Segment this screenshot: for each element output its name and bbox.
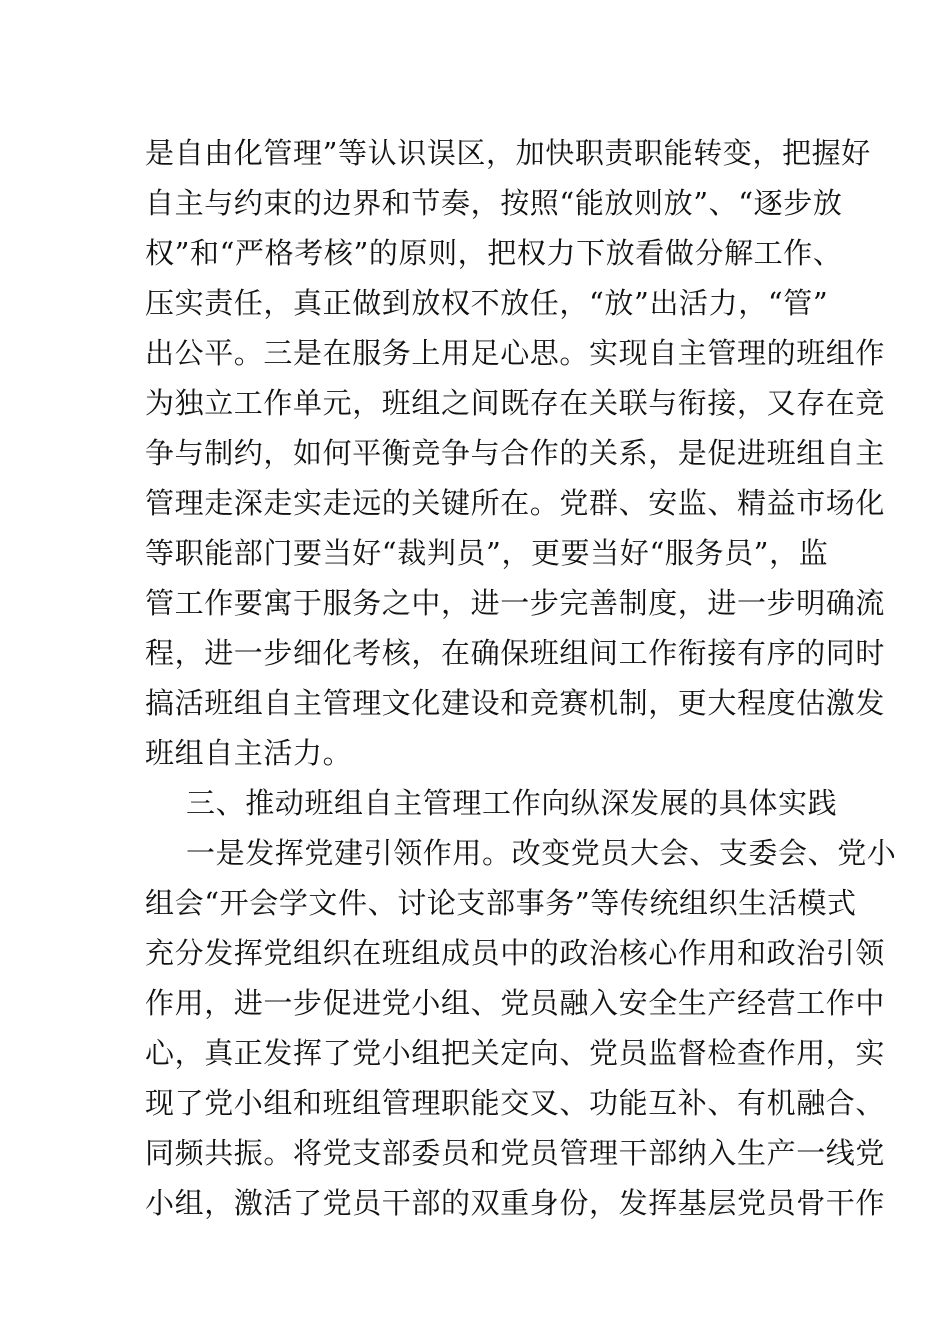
text-line: 为独立工作单元，班组之间既存在关联与衔接，又存在竞 <box>145 386 886 420</box>
text-line: 小组，激活了党员干部的双重身份，发挥基层党员骨干作 <box>145 1186 886 1220</box>
text-line: 自主与约束的边界和节奏，按照“能放则放”、“逐步放 <box>145 186 843 220</box>
text-line: 管工作要寓于服务之中，进一步完善制度，进一步明确流 <box>145 586 886 620</box>
text-line: 心，真正发挥了党小组把关定向、党员监督检查作用，实 <box>145 1036 886 1070</box>
text-line: 压实责任，真正做到放权不放任，“放”出活力，“管” <box>145 286 829 320</box>
text-line: 同频共振。将党支部委员和党员管理干部纳入生产一线党 <box>145 1136 886 1170</box>
text-line: 现了党小组和班组管理职能交叉、功能互补、有机融合、 <box>145 1086 886 1120</box>
text-line: 搞活班组自主管理文化建设和竞赛机制，更大程度估激发 <box>145 686 886 720</box>
text-line: 程，进一步细化考核，在确保班组间工作衔接有序的同时 <box>145 636 886 670</box>
text-line: 作用，进一步促进党小组、党员融入安全生产经营工作中 <box>145 986 886 1020</box>
text-line: 等职能部门要当好“裁判员”，更要当好“服务员”，监 <box>145 536 829 570</box>
text-line: 班组自主活力。 <box>145 736 353 770</box>
text-line: 是自由化管理”等认识误区，加快职责职能转变，把握好 <box>145 136 871 170</box>
section-heading: 三、推动班组自主管理工作向纵深发展的具体实践 <box>186 786 838 820</box>
text-line: 争与制约，如何平衡竞争与合作的关系，是促进班组自主 <box>145 436 886 470</box>
text-line: 组会“开会学文件、讨论支部事务”等传统组织生活模式 <box>145 886 857 920</box>
text-line: 管理走深走实走远的关键所在。党群、安监、精益市场化 <box>145 486 886 520</box>
text-line: 充分发挥党组织在班组成员中的政治核心作用和政治引领 <box>145 936 886 970</box>
text-line: 出公平。三是在服务上用足心思。实现自主管理的班组作 <box>145 336 886 370</box>
text-line: 一是发挥党建引领作用。改变党员大会、支委会、党小 <box>186 836 897 870</box>
text-line: 权”和“严格考核”的原则，把权力下放看做分解工作、 <box>145 236 843 270</box>
